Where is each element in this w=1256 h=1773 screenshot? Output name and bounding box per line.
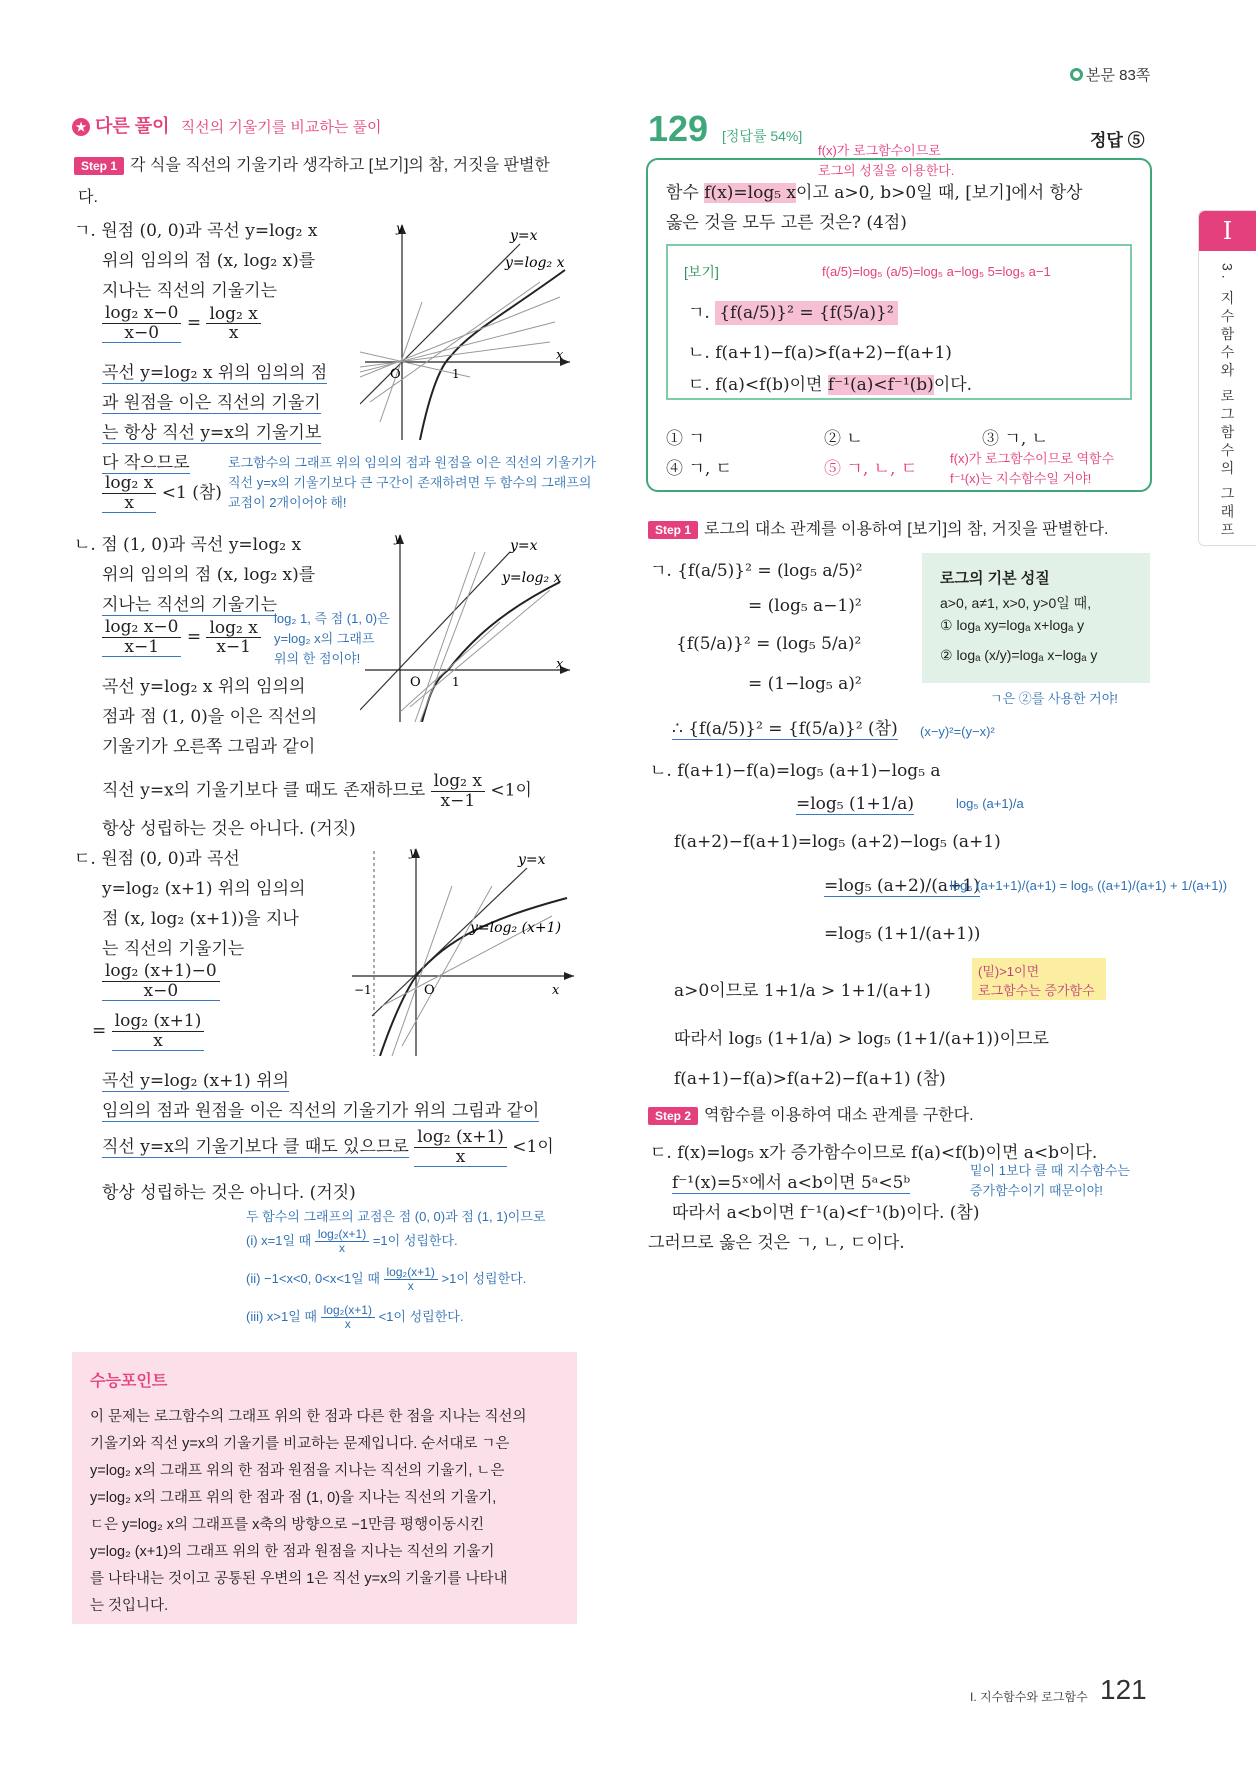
right-step1: Step 1 로그의 대소 관계를 이용하여 [보기]의 참, 거짓을 판별한다. bbox=[648, 516, 1108, 539]
ref-icon bbox=[1070, 68, 1083, 81]
page-number: 121 bbox=[1100, 1674, 1147, 1705]
sol-b-note1: log₅ (a+1)/a bbox=[956, 796, 1024, 811]
sol-b-3: f(a+2)−f(a+1)=log₅ (a+2)−log₅ (a+1) bbox=[674, 832, 1001, 852]
sol-c-3: 따라서 a<b이면 f⁻¹(a)<f⁻¹(b)이다. (참) bbox=[672, 1203, 980, 1223]
bogi-item-2: ㄴ. f(a+1)−f(a)>f(a+2)−f(a+1) bbox=[688, 343, 952, 363]
sol-a-5: ∴ {f(a/5)}² = {f(5/a)}² (참) bbox=[672, 714, 898, 740]
svg-text:−1: −1 bbox=[354, 983, 372, 997]
svg-text:y=log₂ (x+1): y=log₂ (x+1) bbox=[470, 920, 562, 936]
star-icon: ★ bbox=[72, 118, 90, 136]
footer-chapter: I. 지수함수와 로그함수 bbox=[970, 1690, 1088, 1704]
choice-1[interactable]: ① ㄱ bbox=[666, 429, 705, 449]
alt-solution-heading: ★ 다른 풀이 직선의 기울기를 비교하는 풀이 bbox=[72, 112, 381, 138]
note-b3: 위의 한 점이야! bbox=[274, 651, 361, 666]
chapter-label: 3. 지수함수와 로그함수의 그래프 bbox=[1219, 263, 1236, 541]
sol-c-2: f⁻¹(x)=5ˣ에서 a<b이면 5ᵃ<5ᵇ bbox=[672, 1168, 910, 1194]
note-a1: 로그함수의 그래프 위의 임의의 점과 원점을 이은 직선의 기울기가 bbox=[228, 455, 596, 470]
sol-a-4: = (1−log₅ a)² bbox=[748, 674, 862, 694]
sol-c-note2: 증가함수이기 때문이야! bbox=[970, 1183, 1103, 1198]
log-property-box: 로그의 기본 성질 a>0, a≠1, x>0, y>0일 때, ① logₐ xy=logₐ x+logₐ y ② logₐ (x/y)=logₐ x−logₐ y bbox=[922, 553, 1150, 683]
bogi-item-3: ㄷ. f(a)<f(b)이면 f⁻¹(a)<f⁻¹(b)이다. bbox=[688, 375, 973, 395]
anno-log-prop: 로그의 성질을 이용한다. bbox=[818, 163, 955, 178]
sol-b-5: =log₅ (1+1/(a+1)) bbox=[824, 924, 981, 944]
sol-a-1: ㄱ. {f(a/5)}² = (log₅ a/5)² bbox=[650, 561, 863, 581]
note-a3: 교점이 2개이어야 해! bbox=[228, 495, 347, 510]
chapter-roman: I bbox=[1199, 211, 1256, 251]
right-step2: Step 2 역함수를 이용하여 대소 관계를 구한다. bbox=[648, 1102, 974, 1125]
anno-log-func: f(x)가 로그함수이므로 bbox=[818, 143, 941, 158]
left-step1-cont: 다. bbox=[78, 189, 98, 206]
correct-rate: [정답률 54%] bbox=[722, 128, 803, 144]
choice-4[interactable]: ④ ㄱ, ㄷ bbox=[666, 459, 733, 479]
sol-b-7: 따라서 log₅ (1+1/a) > log₅ (1+1/(a+1))이므로 bbox=[674, 1029, 1049, 1049]
anno-inverse-1: f(x)가 로그함수이므로 역함수 bbox=[950, 451, 1115, 466]
sol-b-2: =log₅ (1+1/a) bbox=[796, 794, 915, 814]
svg-text:O: O bbox=[410, 675, 421, 690]
svg-text:y=x: y=x bbox=[518, 852, 546, 868]
sol-b-8: f(a+1)−f(a)>f(a+2)−f(a+1) (참) bbox=[674, 1069, 946, 1089]
prop-note: ㄱ은 ②를 사용한 거야! bbox=[990, 691, 1118, 706]
graph-b bbox=[360, 532, 570, 722]
left-step1: Step 1 각 식을 직선의 기울기라 생각하고 [보기]의 참, 거짓을 판별한 bbox=[74, 152, 550, 175]
sol-b-1: ㄴ. f(a+1)−f(a)=log₅ (a+1)−log₅ a bbox=[650, 761, 941, 781]
sol-conclusion: 그러므로 옳은 것은 ㄱ, ㄴ, ㄷ이다. bbox=[648, 1233, 905, 1253]
svg-text:1: 1 bbox=[452, 367, 460, 381]
graph-c bbox=[352, 846, 577, 1056]
svg-text:y=log₂ x: y=log₂ x bbox=[505, 255, 565, 271]
svg-text:x: x bbox=[556, 348, 564, 363]
chapter-tab[interactable] bbox=[1198, 210, 1256, 546]
anno-inverse-2: f⁻¹(x)는 지수함수일 거야! bbox=[950, 471, 1092, 486]
graph-a bbox=[360, 222, 570, 440]
svg-text:1: 1 bbox=[452, 675, 460, 689]
answer-label: 정답 ⑤ bbox=[1090, 131, 1145, 150]
suneung-title: 수능포인트 bbox=[90, 1373, 168, 1390]
sol-a-3: {f(5/a)}² = (log₅ 5/a)² bbox=[676, 634, 862, 654]
bogi-label: [보기] bbox=[684, 264, 719, 280]
note-a2: 직선 y=x의 기울기보다 큰 구간이 존재하려면 두 함수의 그래프의 bbox=[228, 475, 592, 490]
note-b2: y=log₂ x의 그래프 bbox=[274, 631, 375, 646]
svg-text:y: y bbox=[394, 532, 401, 545]
bogi-item-1: ㄱ. {f(a/5)}² = {f(5/a)}² bbox=[688, 298, 898, 323]
bogi-anno: f(a/5)=log₅ (a/5)=log₅ a−log₅ 5=log₅ a−1 bbox=[822, 264, 1051, 279]
increasing-note: (밑)>1이면 로그함수는 증가함수 bbox=[972, 958, 1106, 1000]
sol-b-note2: log₅ (a+1+1)/(a+1) = log₅ ((a+1)/(a+1) + 1/(a+1)) bbox=[950, 878, 1228, 893]
problem-number: 129 bbox=[648, 108, 709, 149]
choice-5-checked[interactable]: ⑤ ㄱ, ㄴ, ㄷ bbox=[824, 459, 918, 479]
question-line1: 함수 f(x)=log₅ x이고 a>0, b>0일 때, [보기]에서 항상 bbox=[666, 183, 1083, 203]
svg-text:O: O bbox=[424, 983, 435, 998]
note-c4: (iii) x>1일 때 $\frac{\text{log₂(x+1)}}{x}$ <1이 성립한다. bbox=[246, 1303, 464, 1332]
sol-a-note: (x−y)²=(y−x)² bbox=[920, 724, 995, 739]
svg-text:x: x bbox=[556, 657, 564, 672]
note-c1: 두 함수의 그래프의 교점은 점 (0, 0)과 점 (1, 1)이므로 bbox=[246, 1209, 546, 1224]
sol-c-1: ㄷ. f(x)=log₅ x가 증가함수이므로 f(a)<f(b)이면 a<b이다. bbox=[650, 1143, 1098, 1163]
note-b1: log₂ 1, 즉 점 (1, 0)은 bbox=[274, 611, 390, 626]
question-line2: 옳은 것을 모두 고른 것은? (4점) bbox=[666, 213, 907, 233]
sol-a-2: = (log₅ a−1)² bbox=[748, 596, 862, 616]
svg-text:y=log₂ x: y=log₂ x bbox=[502, 570, 562, 586]
svg-text:x: x bbox=[552, 983, 560, 998]
choice-3[interactable]: ③ ㄱ, ㄴ bbox=[982, 429, 1049, 449]
svg-text:y: y bbox=[409, 846, 416, 859]
note-c3: (ii) −1<x<0, 0<x<1일 때 $\frac{\text{log₂(x+1)}}{x}$ >1이 성립한다. bbox=[246, 1265, 527, 1294]
svg-text:y: y bbox=[396, 222, 403, 235]
sol-b-6: a>0이므로 1+1/a > 1+1/(a+1) bbox=[674, 981, 931, 1001]
note-c2: (i) x=1일 때 $\frac{\text{log₂(x+1)}}{x}$ =1이 성립한다. bbox=[246, 1227, 458, 1256]
svg-text:O: O bbox=[390, 367, 401, 382]
svg-text:y=x: y=x bbox=[510, 538, 538, 554]
svg-text:y=x: y=x bbox=[510, 228, 538, 244]
sol-c-note1: 밑이 1보다 클 때 지수함수는 bbox=[970, 1163, 1130, 1178]
suneung-point-box bbox=[72, 1352, 577, 1624]
page-ref: 본문 83쪽 bbox=[1070, 64, 1150, 85]
suneung-body: 이 문제는 로그함수의 그래프 위의 한 점과 다른 한 점을 지나는 직선의 기울기와 직선 y=x의 기울기를 비교하는 문제입니다. 순서대로 ㄱ은 y=log₂ x의 그래프 위의 한 점과 원점을 지나는 직선의 기울기, ㄴ은 y=log₂ x의 그래프 위의 한 점과 점 (1, 0)을 지나는 직선의 기울기, ㄷ은 y=log₂ x의 그래프를 x축의 방향으로 −1만큼 평행이동시킨 y=log₂ (x+1)의 그래프 위의 한 점과 원점을 지나는 직선의 기울기 를 나타내는 것이고 공통된 우변의 1은 직선 y=x의 기울기를 나타내 는 것입니다. bbox=[90, 1409, 527, 1614]
choice-2[interactable]: ② ㄴ bbox=[824, 429, 863, 449]
sol-b-4: =log₅ (a+2)/(a+1) bbox=[824, 876, 980, 896]
